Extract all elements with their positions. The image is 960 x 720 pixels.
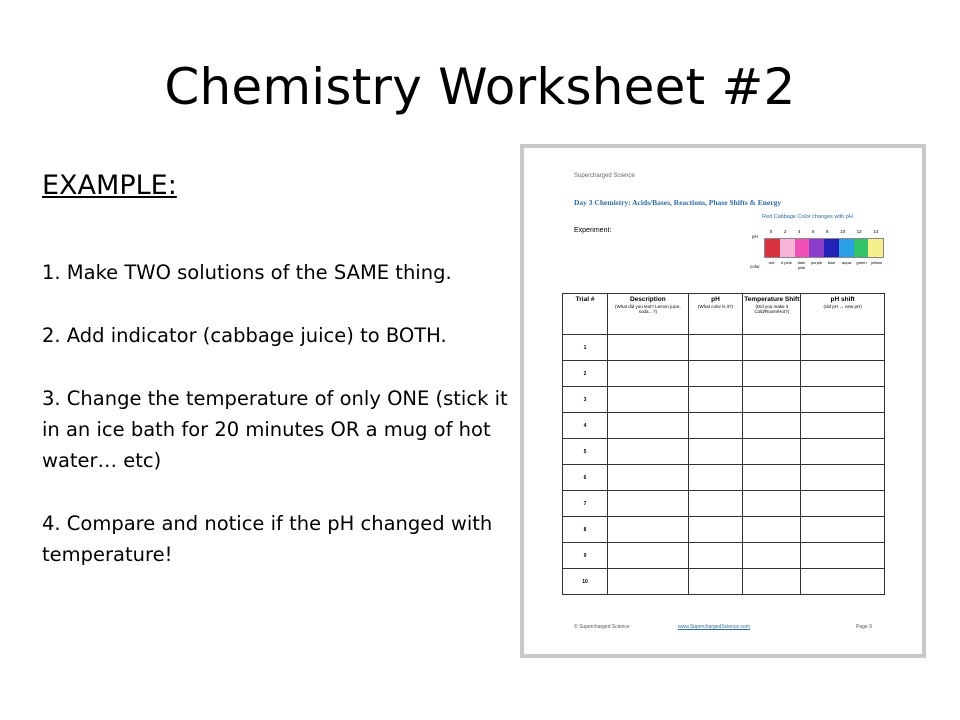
color-swatches — [764, 238, 884, 258]
table-row — [563, 517, 885, 543]
worksheet-image — [520, 144, 926, 658]
step-3: 3. Change the temperature of only ONE (stick it in an ice bath for 20 minutes OR a mug of hot water… etc) — [42, 387, 508, 472]
blank-cell — [688, 335, 743, 361]
ph-label: pH — [752, 234, 758, 239]
step-4: 4. Compare and notice if the pH changed with temperature! — [42, 512, 493, 566]
ph-value: 12 — [856, 229, 862, 234]
blank-cell — [688, 439, 743, 465]
blank-cell — [801, 439, 885, 465]
blank-cell — [608, 465, 689, 491]
blank-cell — [743, 491, 801, 517]
trial-number-cell: 10 — [563, 569, 608, 595]
blank-cell — [743, 465, 801, 491]
table-row — [563, 439, 885, 465]
blank-cell — [743, 387, 801, 413]
table-row — [563, 569, 885, 595]
header-sublabel: (Did you make it Cold/Room/Hot?) — [754, 304, 790, 314]
table-header-cell — [563, 294, 608, 335]
ph-value: 10 — [840, 229, 846, 234]
worksheet-title: Day 3 Chemistry: Acids/Bases, Reactions, Phase Shifts & Energy — [574, 198, 782, 207]
table-header-row — [563, 294, 885, 335]
blank-cell — [743, 361, 801, 387]
color-swatch — [868, 239, 883, 257]
blank-cell — [688, 387, 743, 413]
blank-cell — [801, 387, 885, 413]
blank-cell — [743, 439, 801, 465]
blank-cell — [688, 569, 743, 595]
color-swatch — [839, 239, 854, 257]
trial-number-cell: 6 — [563, 465, 608, 491]
blank-cell — [801, 465, 885, 491]
blank-cell — [743, 413, 801, 439]
footer-link: www.SuperchargedScience.com — [678, 624, 750, 630]
color-swatch — [824, 239, 839, 257]
blank-cell — [801, 491, 885, 517]
blank-cell — [801, 569, 885, 595]
color-name: purple — [810, 260, 823, 265]
color-swatch — [809, 239, 824, 257]
step-1: 1. Make TWO solutions of the SAME thing. — [42, 261, 452, 284]
header-label: Description — [629, 296, 666, 303]
blank-cell — [608, 361, 689, 387]
color-name: red — [768, 260, 775, 265]
color-label: color — [750, 264, 760, 269]
header-sublabel: (old pH → new pH) — [823, 304, 862, 309]
trials-table — [562, 293, 885, 595]
color-names — [764, 260, 884, 270]
ph-value: 8 — [826, 229, 829, 234]
blank-cell — [743, 517, 801, 543]
blank-cell — [608, 387, 689, 413]
blank-cell — [743, 569, 801, 595]
trial-number-cell: 9 — [563, 543, 608, 569]
blank-cell — [608, 517, 689, 543]
blank-cell — [801, 543, 885, 569]
blank-cell — [608, 439, 689, 465]
color-name: blue — [827, 260, 836, 265]
color-name: green — [856, 260, 867, 265]
color-swatch — [854, 239, 869, 257]
blank-cell — [608, 543, 689, 569]
slide-title: Chemistry Worksheet #2 — [164, 58, 796, 116]
color-swatch — [795, 239, 810, 257]
blank-cell — [688, 361, 743, 387]
blank-cell — [688, 517, 743, 543]
header-sublabel: (What color is it?) — [697, 304, 733, 309]
header-label: Temperature Shift — [744, 296, 800, 303]
ph-value: 4 — [797, 229, 801, 234]
color-swatch — [765, 239, 780, 257]
ph-value: 0 — [769, 229, 773, 234]
color-name: aqua — [842, 260, 851, 265]
ph-scale — [764, 229, 884, 234]
trial-number-cell: 8 — [563, 517, 608, 543]
blank-cell — [801, 361, 885, 387]
table-row — [563, 335, 885, 361]
color-name: yellow — [870, 260, 883, 265]
trial-number-cell: 5 — [563, 439, 608, 465]
example-heading: EXAMPLE: — [42, 170, 177, 201]
table-header-cell — [688, 294, 743, 335]
blank-cell — [801, 517, 885, 543]
blank-cell — [688, 465, 743, 491]
instructions — [42, 170, 512, 602]
color-swatch — [780, 239, 795, 257]
ph-value: 6 — [811, 229, 815, 234]
footer-copyright: © Supercharged Science — [574, 624, 630, 630]
blank-cell — [688, 543, 743, 569]
header-label: pH shift — [830, 296, 855, 303]
trial-number-cell: 7 — [563, 491, 608, 517]
blank-cell — [743, 543, 801, 569]
table-header-cell — [801, 294, 885, 335]
table-row — [563, 465, 885, 491]
header-label: Trial # — [575, 296, 595, 303]
step-2: 2. Add indicator (cabbage juice) to BOTH. — [42, 324, 447, 347]
header-sublabel: (What did you test? Lemon juice, soda…?) — [615, 304, 681, 314]
blank-cell — [608, 569, 689, 595]
color-name: lt pink — [781, 260, 792, 265]
table-row — [563, 543, 885, 569]
table-row — [563, 387, 885, 413]
table-body — [563, 335, 885, 595]
blank-cell — [608, 335, 689, 361]
blank-cell — [743, 335, 801, 361]
trial-number-cell: 3 — [563, 387, 608, 413]
blank-cell — [688, 413, 743, 439]
table-header-cell — [743, 294, 801, 335]
trial-number-cell: 2 — [563, 361, 608, 387]
ph-value: 2 — [783, 229, 787, 234]
table-header-cell — [608, 294, 689, 335]
experiment-label: Experiment: — [574, 227, 612, 234]
footer-page: Page 9 — [856, 624, 872, 630]
header-label: pH — [711, 296, 720, 303]
blank-cell — [608, 413, 689, 439]
blank-cell — [688, 491, 743, 517]
table-row — [563, 491, 885, 517]
table-row — [563, 361, 885, 387]
color-name: dark pink — [797, 260, 806, 270]
blank-cell — [801, 413, 885, 439]
worksheet-page — [524, 148, 922, 654]
trial-number-cell: 4 — [563, 413, 608, 439]
blank-cell — [608, 491, 689, 517]
trial-number-cell: 1 — [563, 335, 608, 361]
blank-cell — [801, 335, 885, 361]
table-row — [563, 413, 885, 439]
cabbage-chart-title: Red Cabbage Color changes with pH — [762, 214, 853, 220]
worksheet-brand: Supercharged Science — [574, 173, 635, 179]
ph-value: 14 — [873, 229, 879, 234]
